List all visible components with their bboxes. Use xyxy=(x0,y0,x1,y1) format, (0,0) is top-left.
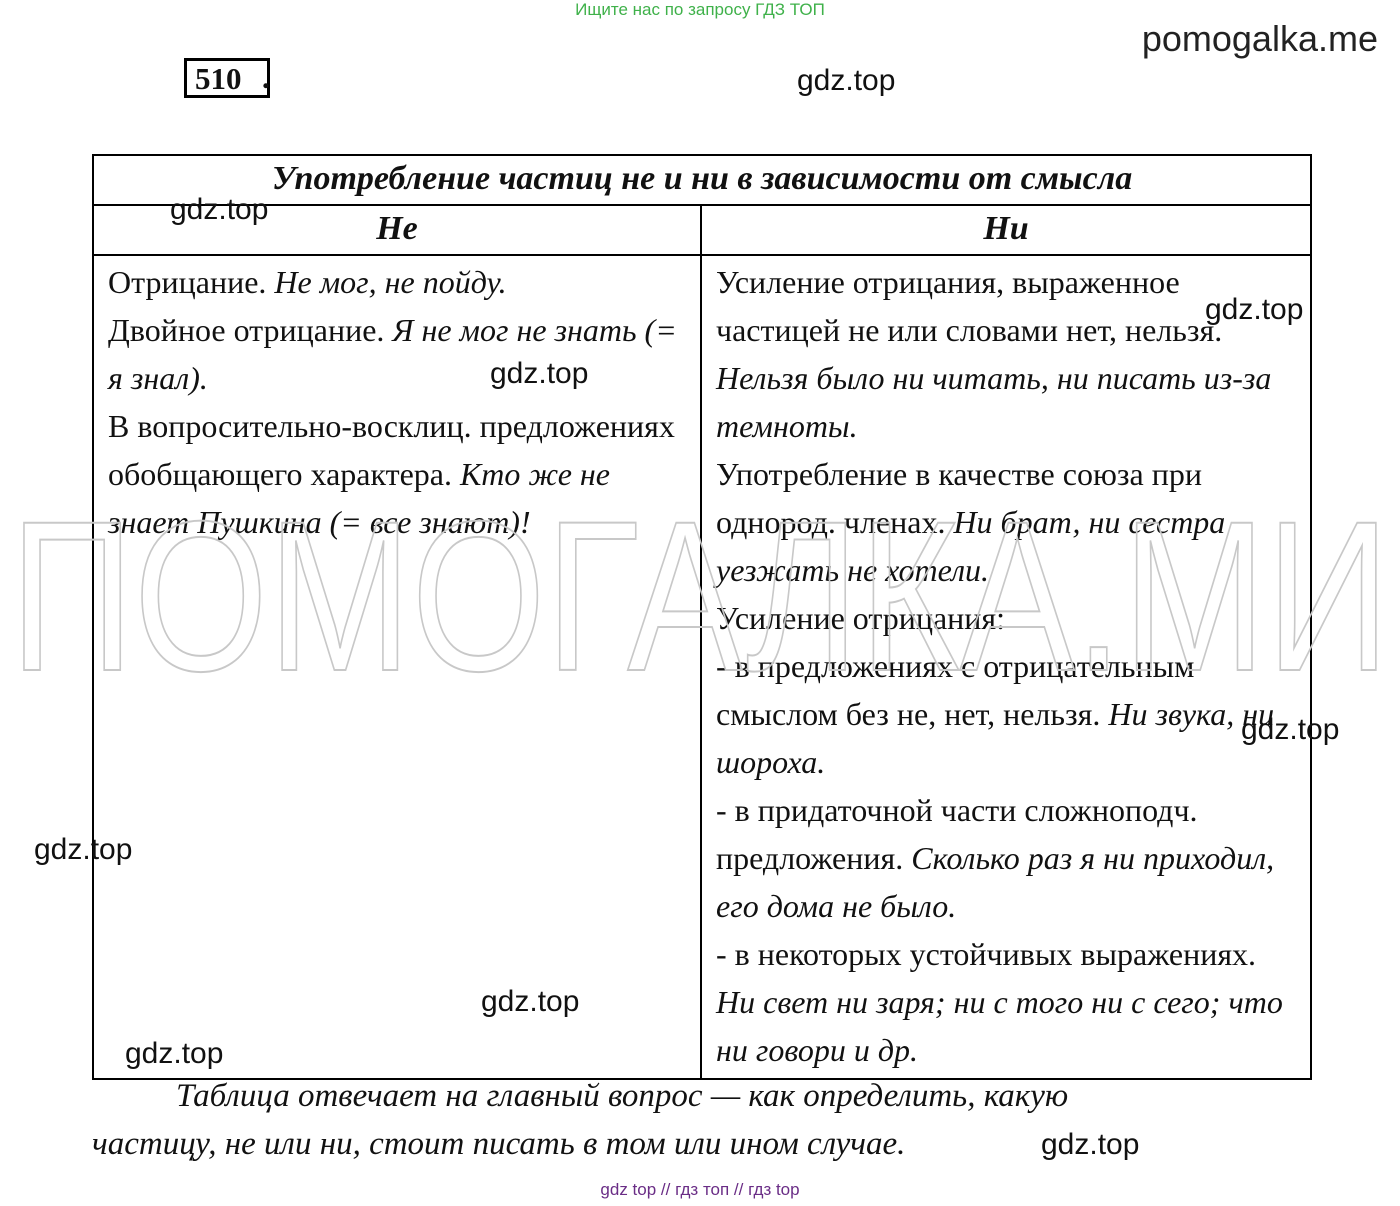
right-column-cell xyxy=(701,255,1311,1079)
rule-item xyxy=(716,258,1296,450)
rule-item xyxy=(716,642,1296,786)
rule-label: - в предложениях с отрицательным смыслом без не, нет, нельзя. xyxy=(716,648,1195,732)
rule-label: - в придаточной части сложноподч. предложения. xyxy=(716,792,1198,876)
rule-example: Ни брат, ни сестра уезжать не хотели. xyxy=(716,504,1226,588)
column-header-ne: Не xyxy=(93,205,701,255)
rule-example: Ни свет ни заря; ни с того ни с сего; что ни говори и др. xyxy=(716,984,1283,1068)
exercise-number-value: 510 xyxy=(195,61,242,96)
rule-label: В вопросительно-восклиц. предложениях обобщающего характера. xyxy=(108,408,675,492)
watermark: gdz.top xyxy=(1041,1128,1140,1161)
rule-item xyxy=(716,594,1296,642)
rule-label: Отрицание. xyxy=(108,264,275,300)
watermark: gdz.top xyxy=(34,833,133,866)
rule-example: Не мог, не пойду. xyxy=(274,264,507,300)
caption xyxy=(92,1072,1192,1168)
rule-example: Кто же не знает Пушкина (= все знают)! xyxy=(108,456,610,540)
watermark: gdz.top xyxy=(481,985,580,1018)
rule-example: Сколько раз я ни приходил, его дома не было. xyxy=(716,840,1275,924)
left-column-cell xyxy=(93,255,701,1079)
site-brand: pomogalka.me xyxy=(1141,18,1378,59)
caption-line-1: Таблица отвечает на главный вопрос — как определить, какую xyxy=(176,1078,1069,1114)
rule-item xyxy=(108,258,686,306)
rule-label: Усиление отрицания: xyxy=(716,600,1006,636)
rule-item xyxy=(108,402,686,546)
rules-table xyxy=(92,154,1312,1080)
rule-example: Ни звука, ни шороха. xyxy=(716,696,1275,780)
watermark: gdz.top xyxy=(1241,713,1340,746)
rule-item xyxy=(716,786,1296,930)
big-watermark-text: ПОМОГАЛКА.МИ xyxy=(10,490,1390,710)
rule-example: Я не мог не знать (= я знал). xyxy=(108,312,677,396)
rule-label: Двойное отрицание. xyxy=(108,312,393,348)
rule-label: - в некоторых устойчивых выражениях. xyxy=(716,936,1257,972)
exercise-number-dot: . xyxy=(262,60,270,95)
watermark: gdz.top xyxy=(797,64,896,97)
rule-item xyxy=(716,450,1296,594)
column-header-ni: Ни xyxy=(701,205,1311,255)
watermark: gdz.top xyxy=(1205,293,1304,326)
rule-item xyxy=(716,930,1296,1074)
top-banner[interactable]: Ищите нас по запросу ГДЗ ТОП xyxy=(575,0,825,19)
rule-item xyxy=(108,306,686,402)
watermark: gdz.top xyxy=(490,357,589,390)
watermark: gdz.top xyxy=(125,1037,224,1070)
rule-label: Усиление отрицания, выраженное частицей не или словами нет, нельзя. xyxy=(716,264,1223,348)
footer-links[interactable]: gdz top // гдз топ // гдз top xyxy=(600,1180,800,1199)
caption-line-2: частицу, не или ни, стоит писать в том или ином случае. xyxy=(92,1126,906,1162)
rule-label: Употребление в качестве союза при однород. членах. xyxy=(716,456,1202,540)
watermark: gdz.top xyxy=(170,193,269,226)
table-title: Употребление частиц не и ни в зависимости от смысла xyxy=(93,155,1311,205)
rule-example: Нельзя было ни читать, ни писать из-за темноты. xyxy=(716,360,1272,444)
exercise-number xyxy=(184,58,270,98)
